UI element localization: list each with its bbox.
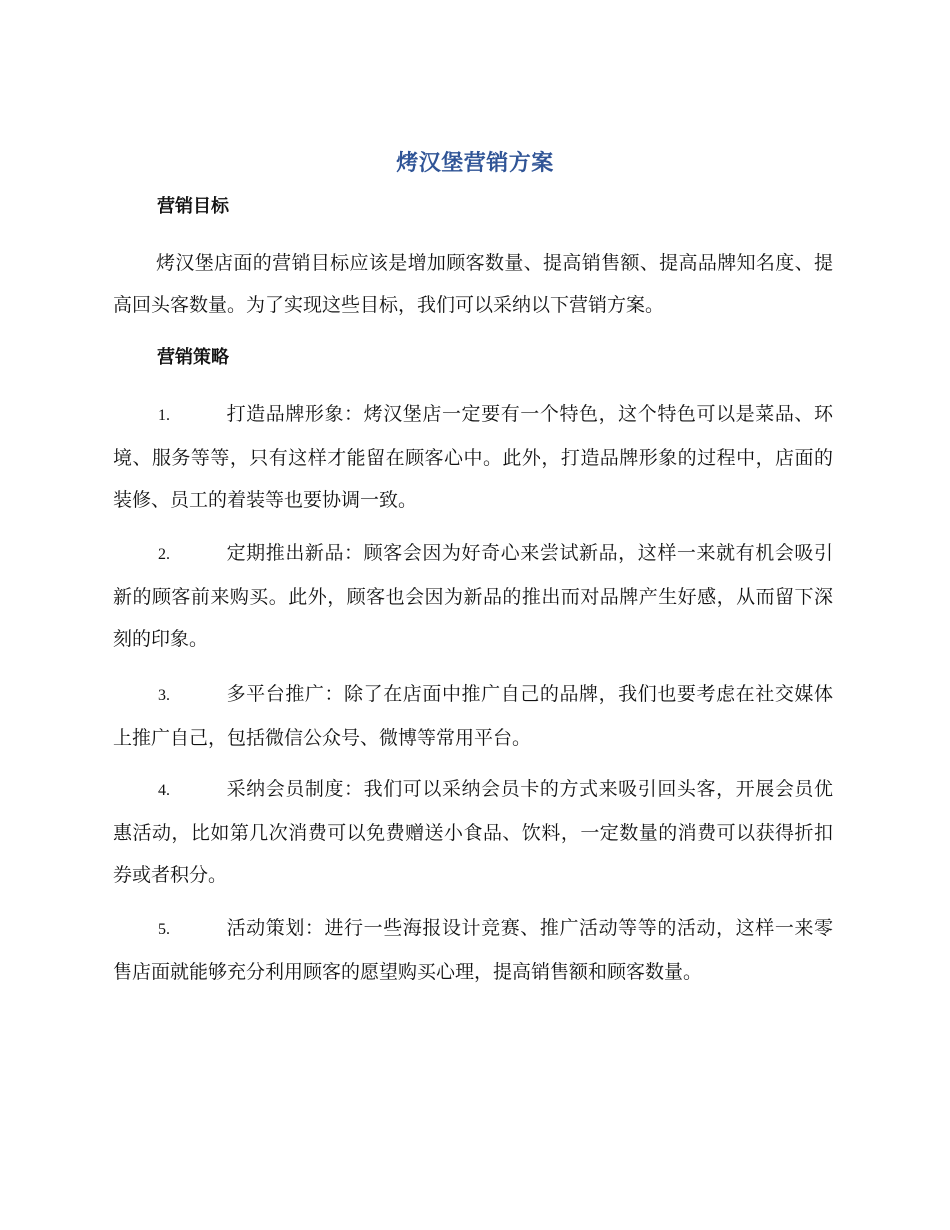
list-number: 4.	[158, 782, 170, 799]
strategy-item-4	[113, 768, 833, 896]
list-item-text: 活动策划：进行一些海报设计竞赛、推广活动等等的活动，这样一来零售店面就能够充分利用顾客的愿望购买心理，提高销售额和顾客数量。	[113, 917, 833, 983]
goal-paragraph: 烤汉堡店面的营销目标应该是增加顾客数量、提高销售额、提高品牌知名度、提高回头客数量。为了实现这些目标，我们可以采纳以下营销方案。	[113, 252, 833, 316]
list-number: 1.	[158, 407, 170, 424]
strategy-item-3	[113, 673, 833, 759]
document-title: 烤汉堡营销方案	[396, 151, 554, 176]
list-item-text: 定期推出新品：顾客会因为好奇心来尝试新品，这样一来就有机会吸引新的顾客前来购买。此外，顾客也会因为新品的推出而对品牌产生好感，从而留下深刻的印象。	[113, 542, 833, 650]
list-item-text: 多平台推广：除了在店面中推广自己的品牌，我们也要考虑在社交媒体上推广自己，包括微信公众号、微博等常用平台。	[113, 683, 833, 749]
strategy-item-2	[113, 532, 833, 660]
list-item-text: 打造品牌形象：烤汉堡店一定要有一个特色，这个特色可以是菜品、环境、服务等等，只有这样才能留在顾客心中。此外，打造品牌形象的过程中，店面的装修、员工的着装等也要协调一致。	[113, 403, 833, 511]
section-heading-strategy: 营销策略	[157, 347, 229, 368]
list-item-text: 采纳会员制度：我们可以采纳会员卡的方式来吸引回头客，开展会员优惠活动，比如第几次消费可以免费赠送小食品、饮料，一定数量的消费可以获得折扣券或者积分。	[113, 778, 833, 886]
list-number: 3.	[158, 687, 170, 704]
list-number: 2.	[158, 546, 170, 563]
list-number: 5.	[158, 921, 170, 938]
strategy-item-1	[113, 393, 833, 521]
section-heading-goal: 营销目标	[157, 196, 229, 217]
strategy-item-5	[113, 907, 833, 993]
